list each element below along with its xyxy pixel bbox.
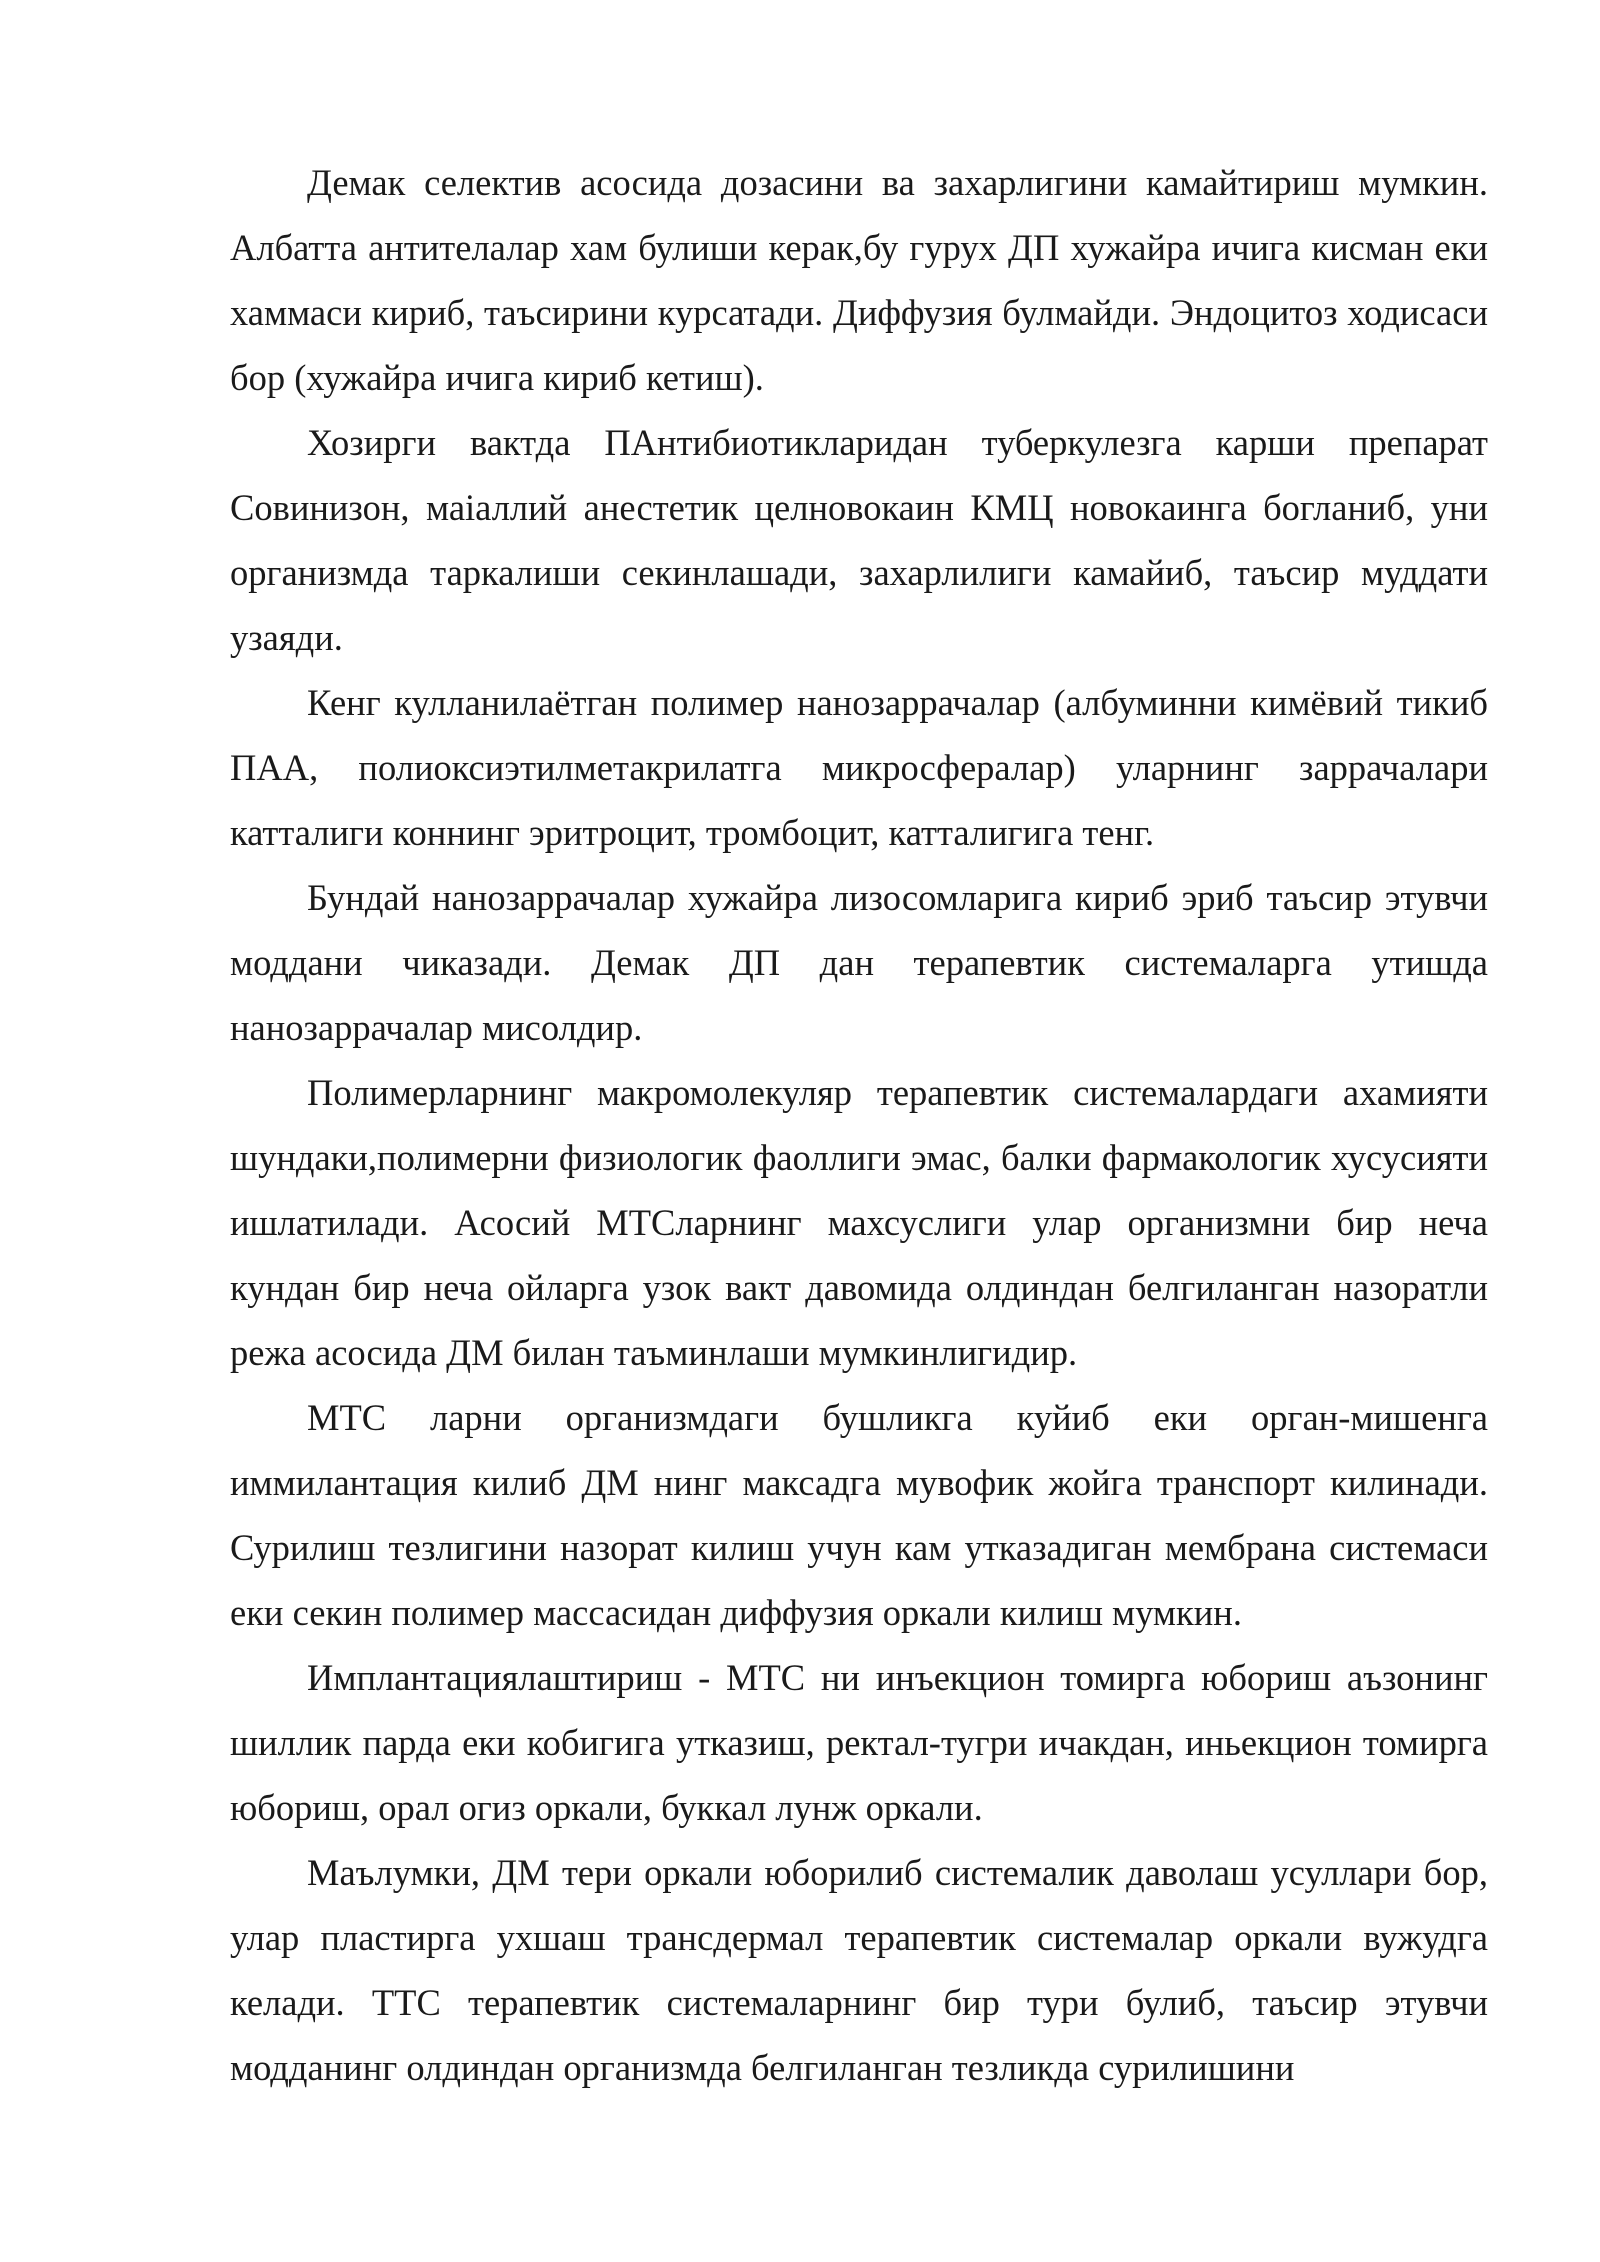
paragraph-4: Бундай нанозаррачалар хужайра лизосомларига кириб эриб таъсир этувчи моддани чиказади. Демак ДП дан терапевтик системаларга утишда нанозаррачалар мисолдир.: [230, 877, 1488, 1048]
paragraph-7: Имплантациялаштириш - МТС ни инъекцион томирга юбориш аъзонинг шиллик парда еки кобигига утказиш, ректал-тугри ичакдан, иньекцион томирга юбориш, орал огиз оркали, буккал лунж оркали.: [230, 1657, 1488, 1828]
paragraph-8: Маълумки, ДМ тери оркали юборилиб системалик даволаш усуллари бор, улар пластирга ухшаш трансдермал терапевтик системалар оркали вужудга келади. ТТС терапевтик системаларнинг бир тури булиб, таъсир этувчи модданинг олдиндан организмда белгиланган тезликда сурилишини: [230, 1852, 1488, 2088]
paragraph-6: МТС ларни организмдаги бушликга куйиб еки орган-мишенга иммилантация килиб ДМ нинг максадга мувофик жойга транспорт килинади. Сурилиш тезлигини назорат килиш учун кам утказадиган мембрана системаси еки секин полимер массасидан диффузия оркали килиш мумкин.: [230, 1397, 1488, 1633]
paragraph-5: Полимерларнинг макромолекуляр терапевтик системалардаги ахамияти шундаки,полимерни физиологик фаоллиги эмас, балки фармакологик хусусияти ишлатилади. Асосий МТСларнинг махсуслиги улар организмни бир неча кундан бир неча ойларга узок вакт давомида олдиндан белгиланган назоратли режа асосида ДМ билан таъминлаши мумкинлигидир.: [230, 1072, 1488, 1373]
paragraph-1: Демак селектив асосида дозасини ва захарлигини камайтириш мумкин. Албатта антителалар хам булиши керак,бу гурух ДП хужайра ичига кисман еки хаммаси кириб, таъсирини курсатади. Диффузия булмайди. Эндоцитоз ходисаси бор (хужайра ичига кириб кетиш).: [230, 162, 1488, 398]
paragraph-2: Хозирги вактда ПАнтибиотикларидан туберкулезга карши препарат Совинизон, маiаллий анестетик целновокаин КМЦ новокаинга богланиб, уни организмда таркалиши секинлашади, захарлилиги камайиб, таъсир муддати узаяди.: [230, 422, 1488, 658]
paragraph-3: Кенг кулланилаётган полимер нанозаррачалар (албуминни кимёвий тикиб ПАА, полиоксиэтилметакрилатга микросфералар) уларнинг заррачалари катталиги коннинг эритроцит, тромбоцит, катталигига тенг.: [230, 682, 1488, 853]
document-page: [230, 150, 1488, 2100]
